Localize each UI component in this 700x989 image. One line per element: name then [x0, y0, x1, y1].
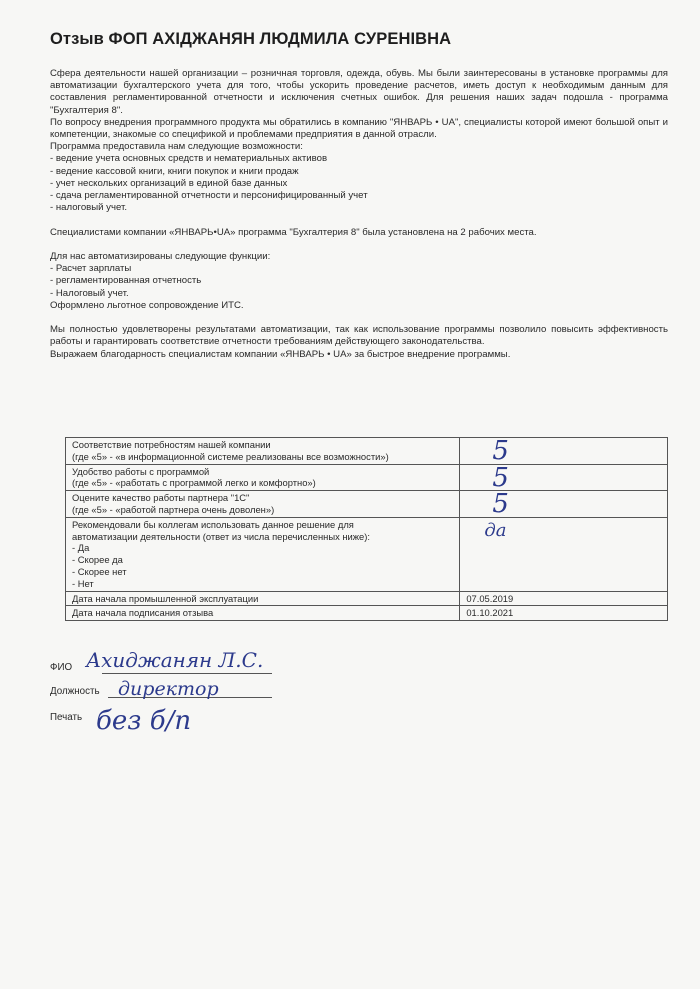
paragraph-implementation: По вопросу внедрения программного продукта мы обратились в компанию "ЯНВАРЬ • UA", специалисты которой имеют большой опыт и компетенции, знакомые со спецификой и проблемами предприятия в данной отрасли. — [50, 116, 668, 141]
sign-date-value: 01.10.2021 — [460, 606, 668, 621]
handwritten-score: 5 — [492, 436, 509, 466]
fio-handwriting: Ахиджанян Л.С. — [86, 648, 264, 672]
paragraph-thanks: Выражаем благодарность специалистам компании «ЯНВАРЬ • UA» за быстрое внедрение программы. — [50, 348, 511, 360]
table-row — [66, 438, 668, 465]
answer-option: - Нет — [72, 577, 94, 589]
paragraph-business: Сфера деятельности нашей организации – розничная торговля, одежда, обувь. Мы были заинтересованы в установке программы для автоматизации бухгалтерского учета для того, чтобы ускорить проведение расчетов, иметь доступ к необходимым данным для составления регламентированной отчетности и исключения счетных ошибок. Для решения наших задач подошла - программа "Бухгалтерия 8". — [50, 68, 668, 116]
feature-item: - ведение учета основных средств и нематериальных активов — [50, 153, 328, 165]
fio-line — [102, 673, 272, 674]
table-row — [66, 464, 668, 491]
question-label: Рекомендовали бы коллегам использовать данное решение для — [72, 518, 354, 530]
document-title: Отзыв ФОП АХІДЖАНЯН ЛЮДМИЛА СУРЕНІВНА — [50, 30, 452, 48]
stamp-handwriting: без б/п — [96, 706, 192, 736]
answer-option: - Скорее да — [72, 554, 123, 566]
position-label: Должность — [50, 686, 100, 697]
paragraph-installation: Специалистами компании «ЯНВАРЬ•UA» программа "Бухгалтерия 8" была установлена на 2 рабочих места. — [50, 226, 537, 238]
function-item: - Налоговый учет. — [50, 287, 129, 299]
position-handwriting: директор — [118, 678, 219, 700]
question-hint: (где «5» - «в информационной системе реализованы все возможности») — [72, 450, 389, 462]
review-body — [50, 68, 668, 361]
function-item: - Расчет зарплаты — [50, 263, 132, 275]
question-label: Оцените качество работы партнера "1С" — [72, 492, 250, 504]
start-date-value: 07.05.2019 — [460, 591, 668, 606]
handwritten-score: 5 — [492, 489, 509, 520]
table-row — [66, 606, 668, 621]
stamp-label: Печать — [50, 712, 83, 723]
handwritten-score: 5 — [492, 462, 509, 493]
table-row — [66, 491, 668, 518]
question-label: Соответствие потребностям нашей компании — [72, 439, 271, 450]
fio-label: ФИО — [50, 662, 73, 673]
sign-date-label: Дата начала подписания отзыва — [66, 606, 460, 621]
feature-item: - сдача регламентированной отчетности и персонифицированный учет — [50, 190, 368, 202]
paragraph-support: Оформлено льготное сопровождение ИТС. — [50, 299, 244, 311]
start-date-label: Дата начала промышленной эксплуатации — [66, 591, 460, 606]
paragraph-features-intro: Программа предоставила нам следующие возможности: — [50, 141, 303, 153]
question-hint: автоматизации деятельности (ответ из числа перечисленных ниже): — [72, 530, 371, 542]
answer-option: - Да — [72, 542, 90, 554]
feature-item: - учет нескольких организаций в единой базе данных — [50, 177, 288, 189]
function-item: - регламентированная отчетность — [50, 275, 202, 287]
question-hint: (где «5» - «работать с программой легко и комфортно») — [72, 477, 316, 489]
paragraph-satisfaction: Мы полностью удовлетворены результатами автоматизации, так как использование программы позволило повысить эффективность работы и гарантировать соответствие отчетности требованиям действующего законодательства. — [50, 324, 668, 348]
paragraph-functions-intro: Для нас автоматизированы следующие функции: — [50, 251, 271, 263]
handwritten-recommendation: да — [484, 519, 507, 541]
answer-option: - Скорее нет — [72, 565, 127, 577]
rating-table — [65, 437, 668, 621]
feature-item: - налоговый учет. — [50, 202, 127, 214]
table-row — [66, 517, 668, 591]
feature-item: - ведение кассовой книги, книги покупок и книги продаж — [50, 165, 299, 177]
table-row — [66, 591, 668, 606]
question-label: Удобство работы с программой — [72, 465, 210, 477]
question-hint: (где «5» - «работой партнера очень доволен») — [72, 503, 275, 515]
